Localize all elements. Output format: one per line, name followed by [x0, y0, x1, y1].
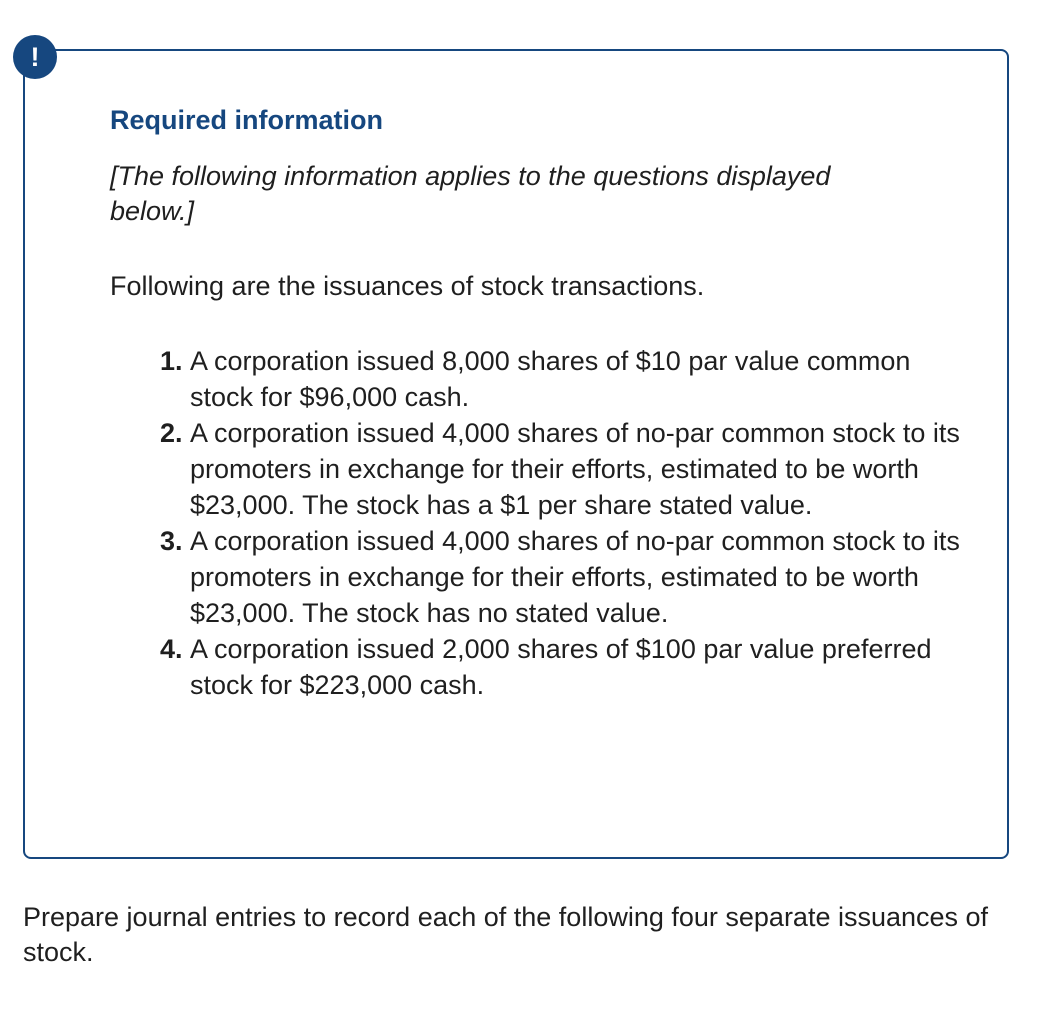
box-intro: Following are the issuances of stock transactions. [110, 271, 705, 301]
list-item-text: A corporation issued 8,000 shares of $10 par value common stock for $96,000 cash. [190, 346, 911, 412]
list-item-text: A corporation issued 4,000 shares of no-par common stock to its promoters in exchange for their efforts, estimated to be worth $23,000. The stock has no stated value. [190, 526, 960, 628]
list-item-number: 2. [160, 418, 183, 448]
question-instructions: Prepare journal entries to record each of the following four separate issuances of stock. [23, 902, 989, 967]
list-item-number: 3. [160, 526, 183, 556]
list-item [160, 415, 960, 523]
box-note: [The following information applies to the questions displayed below.] [110, 161, 831, 226]
list-item [160, 343, 960, 415]
list-item-text: A corporation issued 2,000 shares of $100 par value preferred stock for $223,000 cash. [190, 634, 932, 700]
required-information-box [23, 49, 1009, 859]
list-item-number: 4. [160, 634, 183, 664]
list-item-number: 1. [160, 346, 183, 376]
list-item [160, 523, 960, 631]
box-title: Required information [110, 105, 384, 135]
exclamation-icon: ! [13, 35, 57, 79]
list-item-text: A corporation issued 4,000 shares of no-par common stock to its promoters in exchange for their efforts, estimated to be worth $23,000. The stock has a $1 per share stated value. [190, 418, 960, 520]
transaction-list [160, 343, 960, 703]
list-item [160, 631, 960, 703]
